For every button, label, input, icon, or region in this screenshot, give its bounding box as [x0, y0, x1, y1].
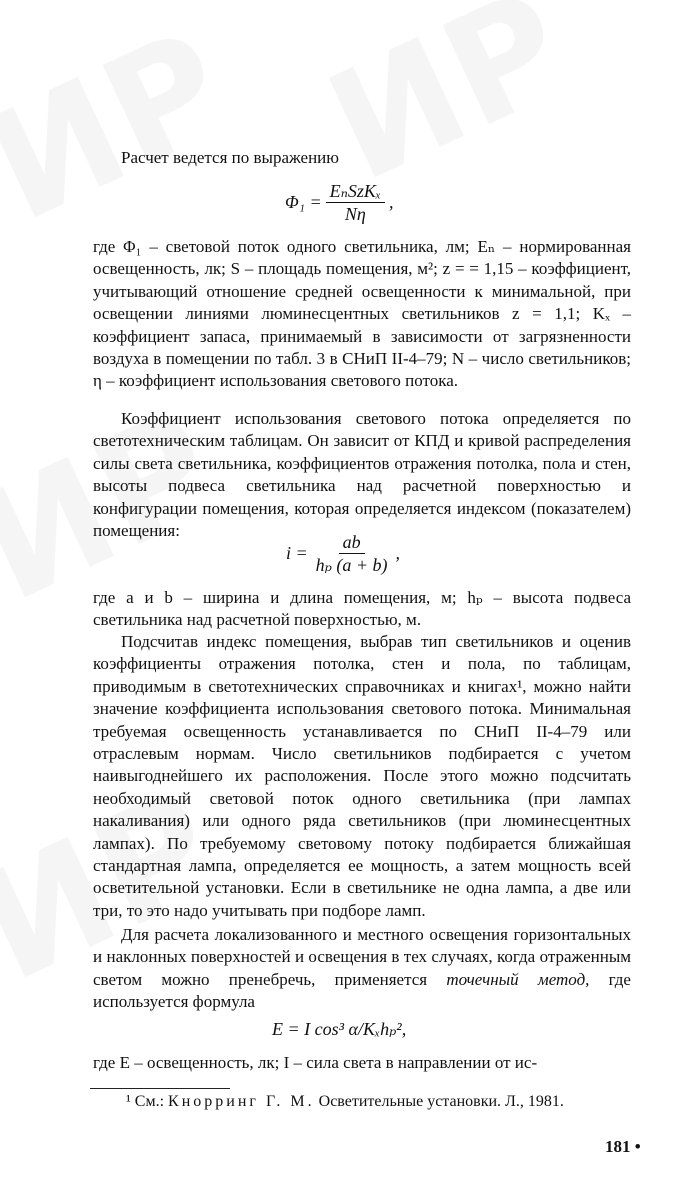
formula-flux-tail: , — [389, 192, 394, 212]
where-block-2 — [93, 587, 631, 632]
where-block-3 — [93, 1052, 631, 1074]
coef-paragraph — [93, 408, 631, 542]
watermark — [0, 0, 251, 256]
page-number: 181 • — [605, 1137, 641, 1156]
where-text-1: где Φ₁ – световой поток одного светильника, лм; Eₙ – нормированная освещенность, лк; S – площадь помещения, м²; z = = 1,15 – коэффициент, учитывающий отношение средней освещенности к минимальной, при освещении линиями люминесцентных светильников z = 1,1; Kₓ – коэффициент запаса, принимаемый в зависимости от загрязненности воздуха в помещении по табл. 3 в СНиП II-4–79; N – число светильников; η – коэффициент использования светового потока. — [93, 237, 631, 391]
formula-flux-numerator: EₙSzKₓ — [326, 180, 385, 203]
formula-illuminance — [272, 1019, 406, 1040]
where-text-2: где a и b – ширина и длина помещения, м; hₚ – высота подвеса светильника над расчетной поверхностью, м. — [93, 588, 631, 630]
footnote-rule — [90, 1088, 230, 1089]
local-paragraph — [93, 924, 631, 1014]
footnote-mark: ¹ См.: — [126, 1093, 169, 1110]
coef-text: Коэффициент использования светового потока определяется по светотехническим таблицам. Он зависит от КПД и кривой распределения силы света светильника, коэффициентов отражения потолка, пола и стен, высоты подвеса светильника над расчетной поверхностью и конфигурации помещения, которая определяется индексом (показателем) помещения: — [93, 409, 631, 541]
where-text-3: где E – освещенность, лк; I – сила света в направлении от ис- — [93, 1053, 538, 1072]
local-text — [93, 924, 631, 1014]
formula-index-lhs: i = — [286, 543, 308, 563]
point-method-term: точечный метод, — [446, 969, 590, 989]
formula-flux-denominator: Nη — [344, 204, 366, 224]
formula-index-denominator: hₚ (a + b) — [315, 555, 388, 575]
calc-paragraph — [93, 631, 631, 922]
formula-flux-fraction — [326, 180, 385, 225]
footnote-source: Осветительные установки. Л., 1981. — [314, 1093, 564, 1110]
formula-index-numerator: ab — [339, 531, 365, 554]
formula-illuminance-text: E = I cos³ α/Kₓhₚ², — [272, 1019, 407, 1039]
intro-line — [93, 147, 631, 169]
footnote — [126, 1093, 646, 1111]
local-text-b: где используется формула — [93, 969, 631, 1012]
formula-index-tail: , — [395, 543, 400, 563]
intro-text: Расчет ведется по выражению — [121, 148, 339, 167]
local-text-a: Для расчета локализованного и местного освещения горизонтальных и наклонных поверхностей и освещения в тех случаях, когда отраженным светом можно пренебречь, применяется — [93, 925, 631, 989]
where-block-1 — [93, 236, 631, 393]
formula-index-fraction — [312, 531, 392, 576]
formula-index — [286, 531, 400, 576]
formula-flux — [285, 180, 394, 225]
footnote-author: Кнорринг Г. М. — [168, 1093, 315, 1110]
calc-text: Подсчитав индекс помещения, выбрав тип светильников и оценив коэффициенты отражения потолка, стен и пола, по таблицам, приводимым в светотехнических справочниках и книгах¹, можно найти значение коэффициента использования светового потока. Минимальная требуемая освещенность устанавливается по СНиП II-4–79 или отраслевым нормам. Число светильников подбирается с учетом наивыгоднейшего их расположения. После этого можно подсчитать необходимый световой поток одного светильника (при лампах накаливания) или одного ряда светильников (при люминесцентных лампах). По требуемому световому потоку подбирается ближайшая стандартная лампа, определяется ее мощность, а затем мощность всей осветительной установки. Если в светильнике не одна лампа, а две или три, то это надо учитывать при подборе ламп. — [93, 632, 631, 920]
formula-flux-lhs: Φ₁ = — [285, 192, 322, 212]
